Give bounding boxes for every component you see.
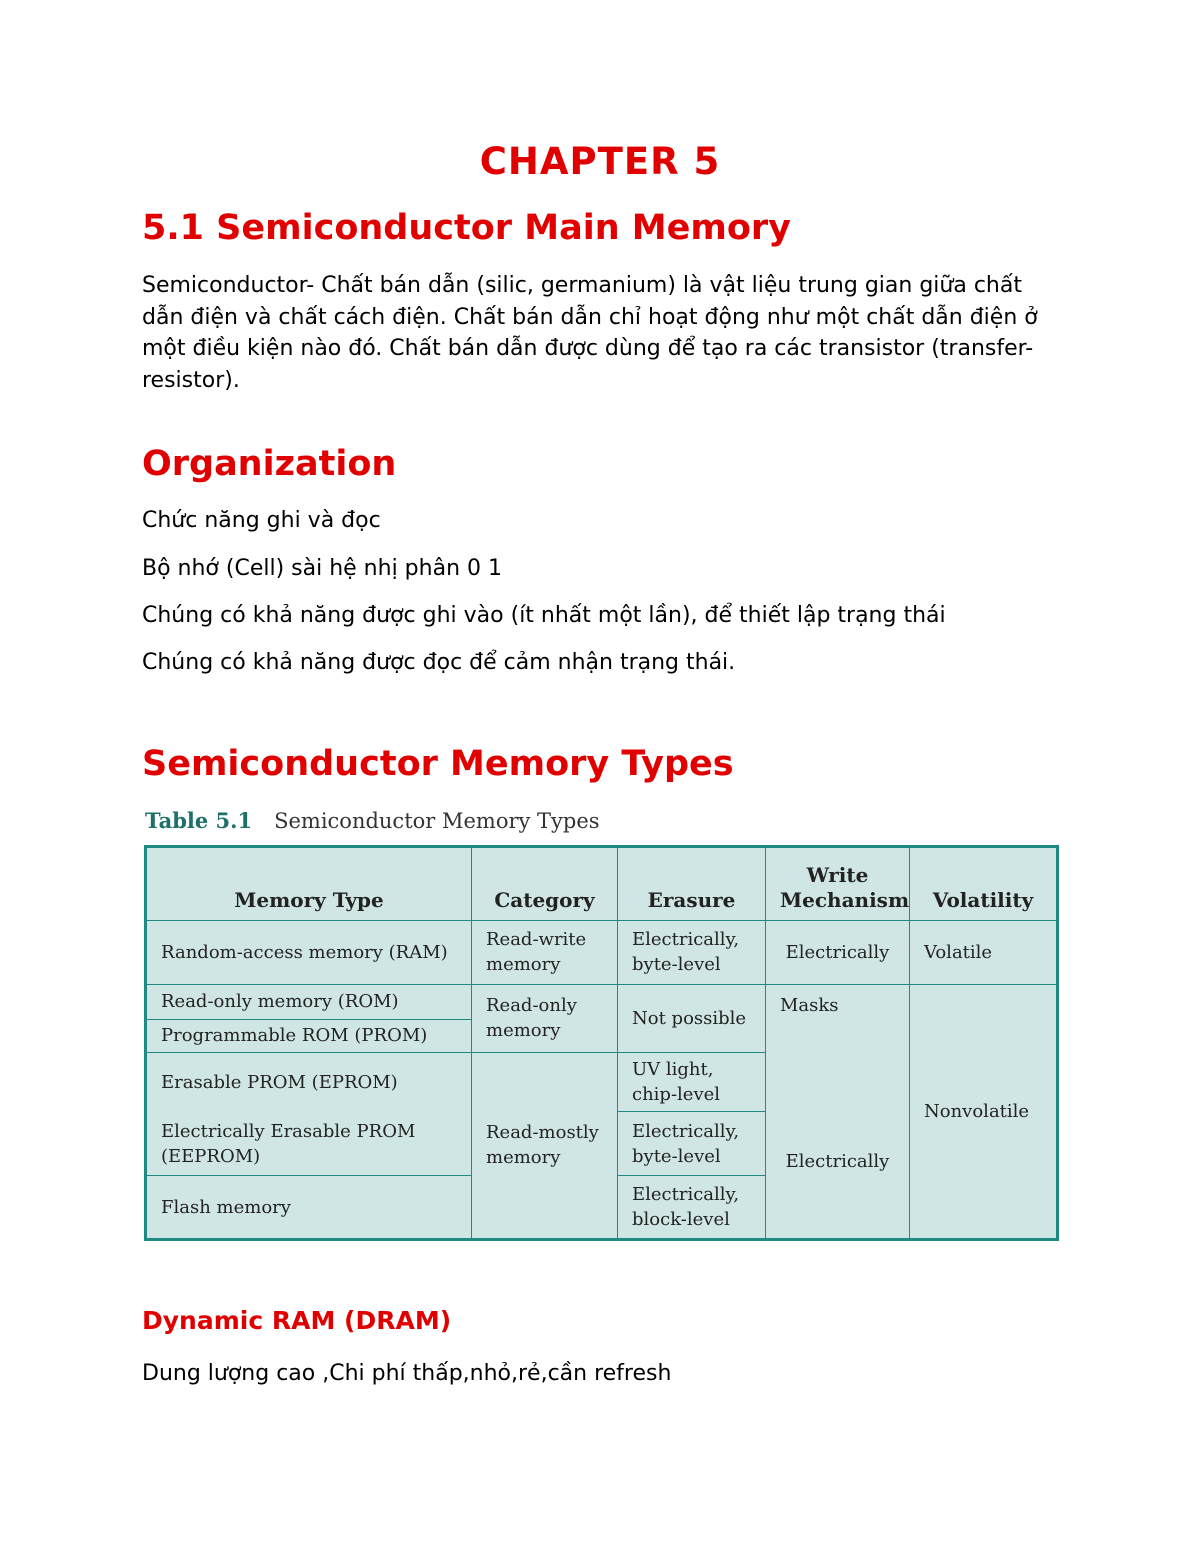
memory-types-table bbox=[144, 845, 1059, 1241]
cell-memory-type: Electrically Erasable PROM (EEPROM) bbox=[146, 1112, 472, 1176]
dram-heading: Dynamic RAM (DRAM) bbox=[142, 1306, 452, 1335]
chapter-title: CHAPTER 5 bbox=[479, 140, 721, 183]
cell-memory-type: Random-access memory (RAM) bbox=[146, 921, 472, 985]
header-erasure: Erasure bbox=[618, 847, 766, 921]
table-caption bbox=[145, 808, 600, 833]
organization-heading: Organization bbox=[142, 444, 397, 484]
cell-category: Read-only memory bbox=[472, 984, 618, 1052]
header-write-mechanism: Write Mechanism bbox=[766, 847, 910, 921]
dram-text: Dung lượng cao ,Chi phí thấp,nhỏ,rẻ,cần refresh bbox=[142, 1361, 672, 1386]
cell-erasure: Not possible bbox=[618, 984, 766, 1052]
cell-erasure: Electrically, block-level bbox=[618, 1176, 766, 1240]
memory-types-heading: Semiconductor Memory Types bbox=[142, 744, 734, 784]
cell-write-mechanism: Masks bbox=[766, 984, 910, 1085]
table-header-row bbox=[146, 847, 1058, 921]
table-row bbox=[146, 984, 1058, 1019]
cell-category: Read-mostly memory bbox=[472, 1052, 618, 1239]
organization-line: Chúng có khả năng được đọc để cảm nhận trạng thái. bbox=[142, 650, 736, 675]
organization-line: Chức năng ghi và đọc bbox=[142, 508, 381, 533]
cell-erasure: UV light, chip-level bbox=[618, 1052, 766, 1112]
header-memory-type: Memory Type bbox=[146, 847, 472, 921]
organization-line: Chúng có khả năng được ghi vào (ít nhất một lần), để thiết lập trạng thái bbox=[142, 603, 946, 628]
cell-erasure: Electrically, byte-level bbox=[618, 1112, 766, 1176]
header-volatility: Volatility bbox=[910, 847, 1058, 921]
intro-paragraph: Semiconductor- Chất bán dẫn (silic, germanium) là vật liệu trung gian giữa chất dẫn điện và chất cách điện. Chất bán dẫn chỉ hoạt động như một chất dẫn điện ở một điều kiện nào đó. Chất bán dẫn được dùng để tạo ra các transistor (transfer-resistor). bbox=[142, 273, 1038, 393]
cell-memory-type: Programmable ROM (PROM) bbox=[146, 1019, 472, 1052]
cell-memory-type: Flash memory bbox=[146, 1176, 472, 1240]
cell-erasure: Electrically, byte-level bbox=[618, 921, 766, 985]
cell-memory-type: Read-only memory (ROM) bbox=[146, 984, 472, 1019]
cell-memory-type: Erasable PROM (EPROM) bbox=[146, 1052, 472, 1112]
table-number: Table 5.1 bbox=[145, 808, 253, 833]
cell-volatility: Volatile bbox=[910, 921, 1058, 985]
cell-category: Read-write memory bbox=[472, 921, 618, 985]
table-caption-text: Semiconductor Memory Types bbox=[274, 809, 600, 833]
organization-line: Bộ nhớ (Cell) sài hệ nhị phân 0 1 bbox=[142, 556, 502, 581]
cell-volatility: Nonvolatile bbox=[910, 984, 1058, 1239]
cell-write-mechanism: Electrically bbox=[766, 921, 910, 985]
cell-write-mechanism: Electrically bbox=[766, 1085, 910, 1239]
table-row bbox=[146, 921, 1058, 985]
section-title: 5.1 Semiconductor Main Memory bbox=[142, 208, 791, 248]
header-category: Category bbox=[472, 847, 618, 921]
